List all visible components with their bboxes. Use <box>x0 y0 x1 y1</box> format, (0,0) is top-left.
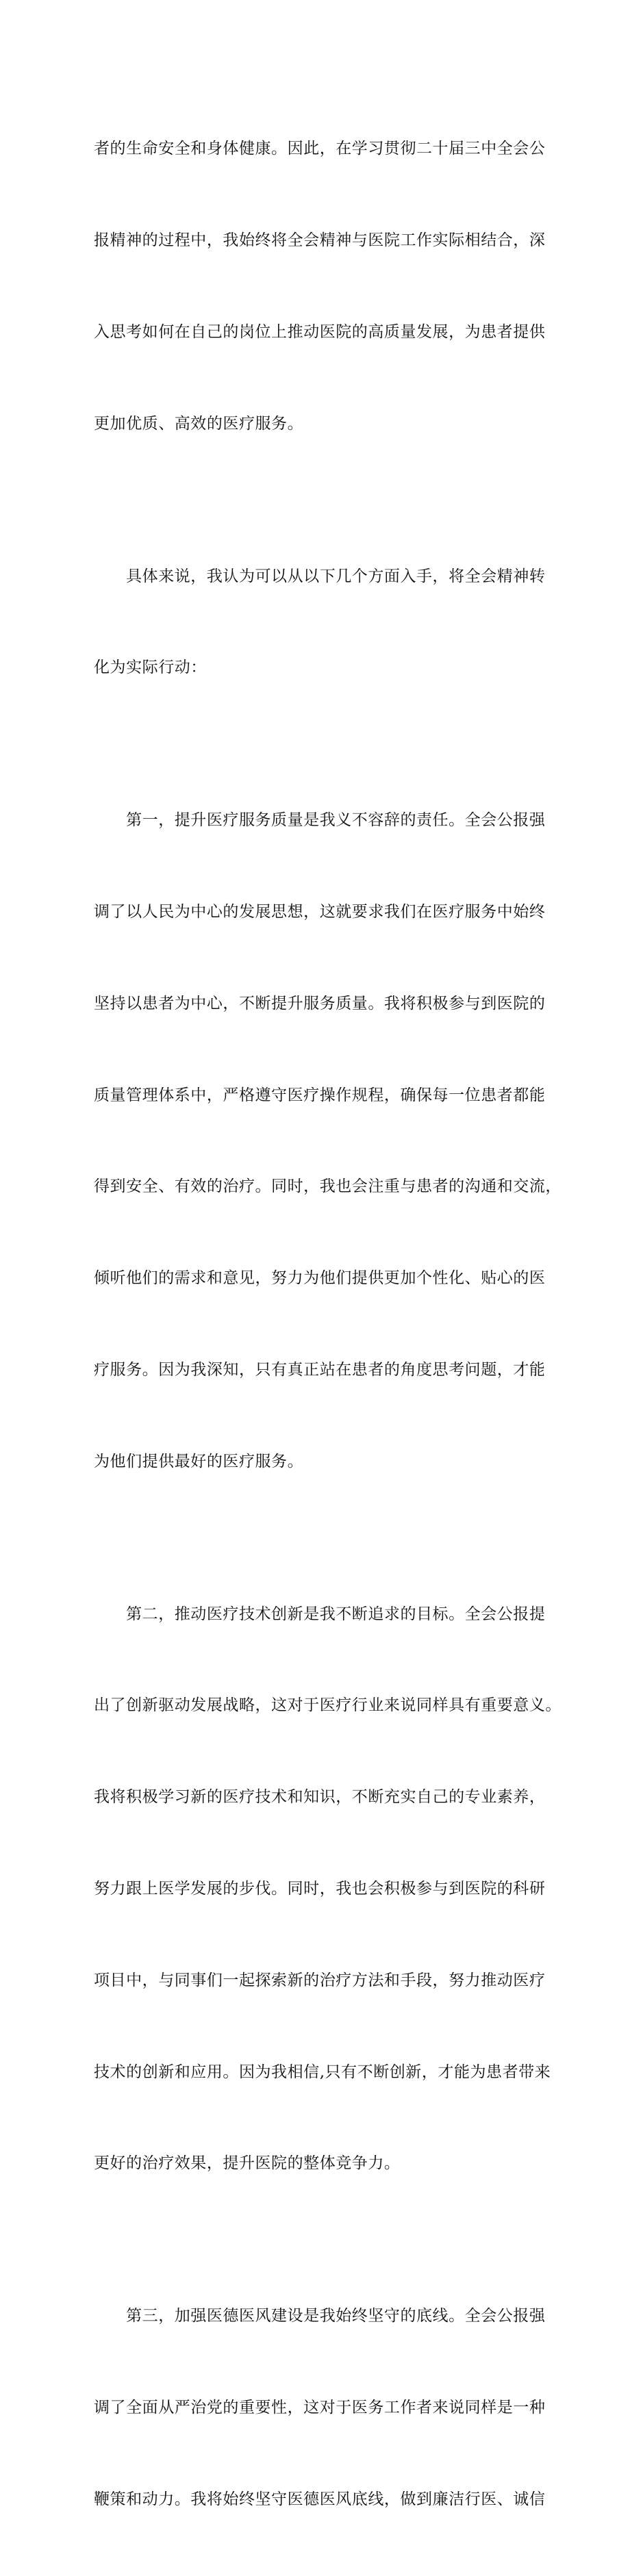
text-line: 倾听他们的需求和意见，努力为他们提供更加个性化、贴心的医 <box>94 1269 546 1288</box>
paragraph-3 <box>94 744 562 1538</box>
document-body <box>94 73 562 2576</box>
text-line: 努力跟上医学发展的步伐。同时，我也会积极参与到医院的科研 <box>94 1880 546 1898</box>
text-line: 第三，加强医德医风建设是我始终坚守的底线。全会公报强 <box>94 2307 546 2325</box>
text-line: 项目中，与同事们一起探索新的治疗方法和手段，努力推动医疗 <box>94 1971 546 1989</box>
text-line: 出了创新驱动发展战略，这对于医疗行业来说同样具有重要意义。 <box>94 1696 562 1715</box>
text-line: 入思考如何在自己的岗位上推动医院的高质量发展，为患者提供 <box>94 322 546 341</box>
text-line: 调了以人民为中心的发展思想，这就要求我们在医疗服务中始终 <box>94 903 546 921</box>
text-line: 具体来说，我认为可以从以下几个方面入手，将全会精神转 <box>94 567 546 585</box>
text-line: 报精神的过程中，我始终将全会精神与医院工作实际相结合，深 <box>94 231 546 249</box>
text-line: 坚持以患者为中心，不断提升服务质量。我将积极参与到医院的 <box>94 994 546 1012</box>
paragraph-5 <box>94 2240 546 2576</box>
text-line: 第二，推动医疗技术创新是我不断追求的目标。全会公报提 <box>94 1605 546 1623</box>
text-line: 疗服务。因为我深知，只有真正站在患者的角度思考问题，才能 <box>94 1360 546 1379</box>
text-line: 质量管理体系中，严格遵守医疗操作规程，确保每一位患者都能 <box>94 1086 546 1104</box>
text-line: 者的生命安全和身体健康。因此，在学习贯彻二十届三中全会公 <box>94 140 546 158</box>
text-line: 调了全面从严治党的重要性，这对于医务工作者来说同样是一种 <box>94 2399 546 2417</box>
text-line: 化为实际行动： <box>94 659 207 677</box>
text-line: 为他们提供最好的医疗服务。 <box>94 1452 304 1470</box>
text-line: 鞭策和动力。我将始终坚守医德医风底线，做到廉洁行医、诚信 <box>94 2490 546 2508</box>
text-line: 更加优质、高效的医疗服务。 <box>94 414 304 433</box>
paragraph-2 <box>94 500 546 744</box>
text-line: 技术的创新和应用。因为我相信,只有不断创新，才能为患者带来 <box>94 2063 551 2081</box>
paragraph-1 <box>94 73 546 500</box>
text-line: 第一，提升医疗服务质量是我义不容辞的责任。全会公报强 <box>94 811 546 830</box>
text-line: 得到安全、有效的治疗。同时，我也会注重与患者的沟通和交流， <box>94 1177 562 1196</box>
text-line: 我将积极学习新的医疗技术和知识，不断充实自己的专业素养， <box>94 1788 546 1807</box>
text-line: 更好的治疗效果，提升医院的整体竞争力。 <box>94 2154 401 2173</box>
paragraph-4 <box>94 1538 562 2241</box>
